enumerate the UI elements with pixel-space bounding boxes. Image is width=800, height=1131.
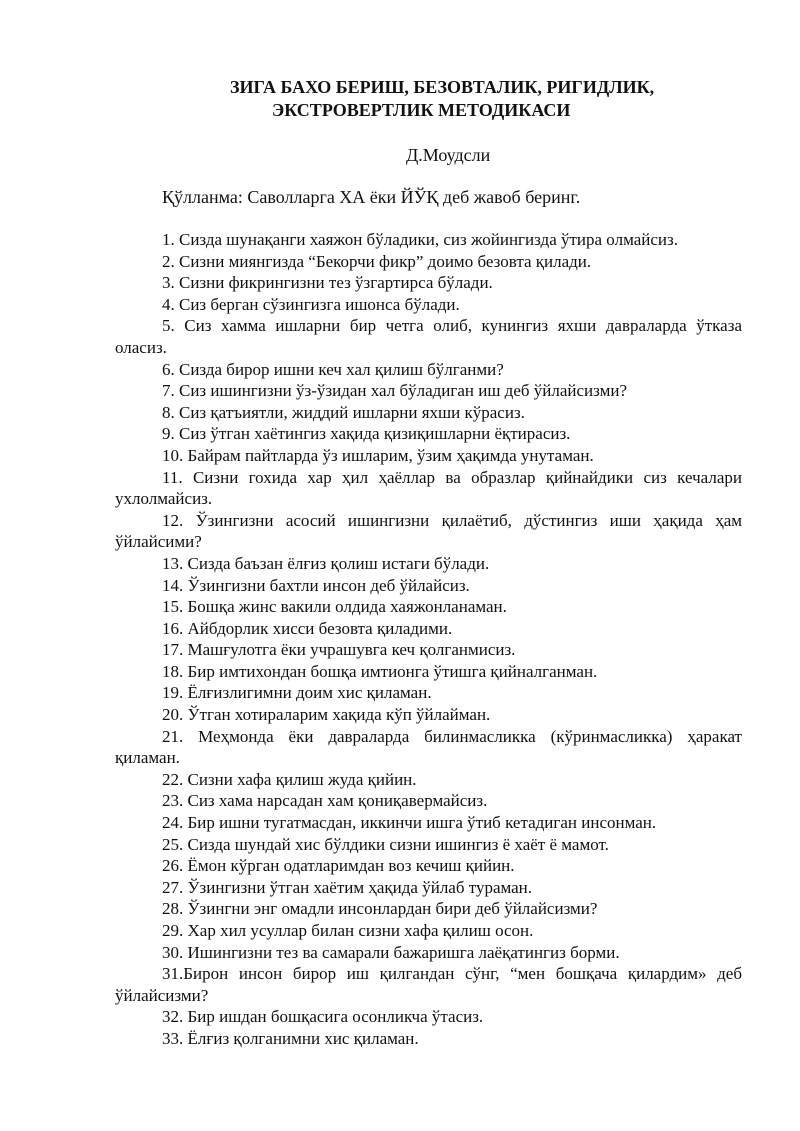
question-item: 20. Ўтган хотираларим хақида кўп ўйлайман.	[162, 705, 491, 725]
instruction-text: Қўлланма: Саволларга ХА ёки ЙЎҚ деб жавоб беринг.	[162, 187, 581, 207]
title-line-2: ЭКСТРОВЕРТЛИК МЕТОДИКАСИ	[272, 100, 571, 120]
question-item: 25. Сизда шундай хис бўлдики сизни ишингиз ё хаёт ё мамот.	[162, 834, 609, 854]
question-item: 16. Айбдорлик хисси безовта қиладими.	[162, 618, 453, 638]
question-item: 8. Сиз қатъиятли, жиддий ишларни яхши кўрасиз.	[162, 402, 525, 422]
question-item: 28. Ўзингни энг омадли инсонлардан бири деб ўйлайсизми?	[162, 899, 598, 919]
question-item: 29. Хар хил усуллар билан сизни хафа қилиш осон.	[162, 921, 534, 940]
question-item: 33. Ёлғиз қолганимни хис қиламан.	[162, 1028, 419, 1048]
question-item: 3. Сизни фикрингизни тез ўзгартирса бўлади.	[162, 273, 493, 293]
question-item: 9. Сиз ўтган хаётингиз хақида қизиқишларни ёқтирасиз.	[162, 424, 571, 444]
question-item: 14. Ўзингизни бахтли инсон деб ўйлайсиз.	[162, 575, 470, 595]
document-title	[150, 76, 750, 122]
question-item: 18. Бир имтихондан бошқа имтионга ўтишга қийналганман.	[162, 661, 598, 681]
question-item: 12. Ўзингизни асосий ишингизни қилаётиб, дўстингиз иши ҳақида ҳам ўйлайсими?	[115, 510, 742, 552]
question-item: 5. Сиз хамма ишларни бир четга олиб, кунингиз яхши давраларда ўтказа оласиз.	[115, 316, 742, 357]
question-item: 2. Сизни миянгизда “Бекорчи фикр” доимо безовта қилади.	[162, 251, 592, 271]
question-item: 30. Ишингизни тез ва самарали бажаришга лаёқатингиз борми.	[162, 942, 620, 962]
question-item: 4. Сиз берган сўзингизга ишонса бўлади.	[162, 294, 460, 314]
question-item: 32. Бир ишдан бошқасига осонликча ўтасиз.	[162, 1007, 484, 1027]
question-item: 26. Ёмон кўрган одатларимдан воз кечиш қийин.	[162, 856, 515, 876]
question-item: 31.Бирон инсон бирор иш қилгандан сўнг, “мен бошқача қилардим» деб ўйлайсизми?	[115, 964, 742, 1005]
question-item: 22. Сизни хафа қилиш жуда қийин.	[162, 769, 417, 789]
question-item: 6. Сизда бирор ишни кеч хал қилиш бўлганми?	[162, 359, 504, 379]
question-item: 11. Сизни гохида хар ҳил ҳаёллар ва образлар қийнайдики сиз кечалари ухлолмайсиз.	[115, 467, 742, 509]
question-item: 13. Сизда баъзан ёлғиз қолиш истаги бўлади.	[162, 553, 490, 573]
author-name: Д.Моудсли	[406, 145, 491, 165]
question-item: 1. Сизда шунақанги хаяжон бўладики, сиз жойингизда ўтира олмайсиз.	[162, 230, 678, 249]
question-item: 7. Сиз ишингизни ўз-ўзидан хал бўладиган иш деб ўйлайсизми?	[162, 381, 628, 401]
question-item: 19. Ёлғизлигимни доим хис қиламан.	[162, 683, 432, 703]
question-item: 27. Ўзингизни ўтган хаётим ҳақида ўйлаб тураман.	[162, 877, 533, 897]
question-item: 15. Бошқа жинс вакили олдида хаяжонланаман.	[162, 597, 507, 617]
question-item: 10. Байрам пайтларда ўз ишларим, ўзим ҳақимда унутаман.	[162, 445, 594, 465]
question-item: 21. Меҳмонда ёки давраларда билинмасликка (кўринмасликка) ҳаракат қиламан.	[115, 726, 742, 768]
question-item: 24. Бир ишни тугатмасдан, иккинчи ишга ўтиб кетадиган инсонман.	[162, 813, 657, 833]
title-line-1: ЗИГА БАХО БЕРИШ, БЕЗОВТАЛИК, РИГИДЛИК,	[230, 77, 655, 97]
question-item: 23. Сиз хама нарсадан хам қониқавермайсиз.	[162, 791, 488, 811]
question-item: 17. Машғулотга ёки учрашувга кеч қолганмисиз.	[162, 640, 516, 660]
question-list	[115, 229, 742, 1050]
